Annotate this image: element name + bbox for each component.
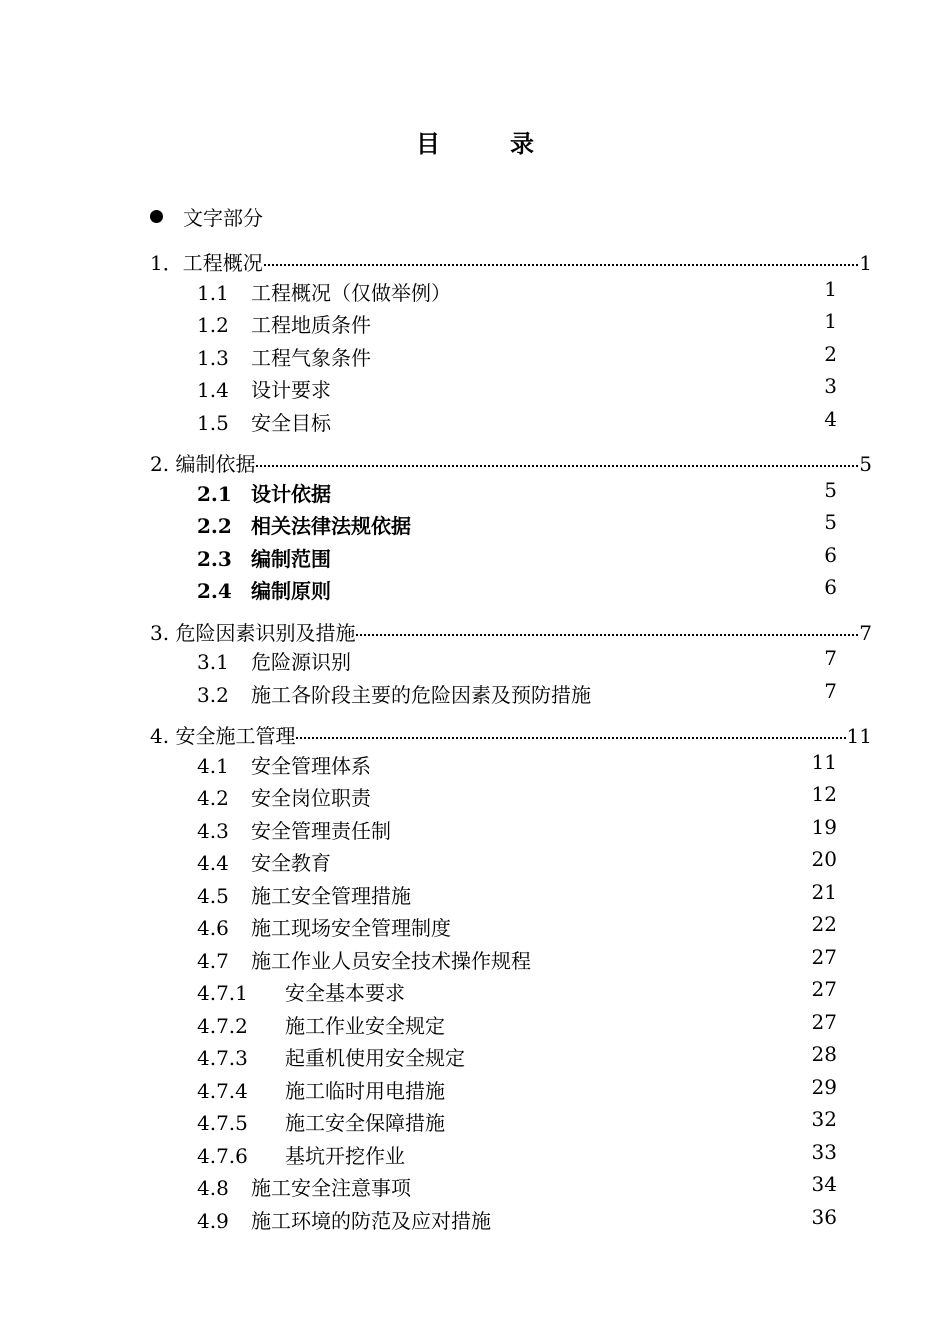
toc-section-page: 7 <box>859 621 872 645</box>
toc-section-page: 11 <box>846 724 872 748</box>
toc-item-title: 编制原则 <box>251 579 331 603</box>
toc-item-page: 22 <box>811 912 837 936</box>
toc-item-1-3[interactable] <box>197 342 837 371</box>
toc-item-number: 2.4 <box>197 579 232 603</box>
toc-item-4-7-5[interactable] <box>197 1107 837 1136</box>
title-left: 目 <box>416 129 440 158</box>
toc-item-number: 4.4 <box>197 851 229 875</box>
toc-item-page: 19 <box>811 815 837 839</box>
toc-item-title: 工程概况（仅做举例） <box>251 281 451 305</box>
toc-item-3-1[interactable] <box>197 646 837 675</box>
toc-item-4-7-1[interactable] <box>197 977 837 1006</box>
toc-item-page: 12 <box>811 782 837 806</box>
toc-item-1-4[interactable] <box>197 374 837 403</box>
toc-item-4-4[interactable] <box>197 847 837 876</box>
toc-item-number: 4.6 <box>197 916 229 940</box>
toc-item-page: 29 <box>811 1075 837 1099</box>
toc-item-page: 36 <box>811 1205 837 1229</box>
toc-item-page: 1 <box>824 309 837 333</box>
toc-item-4-7-6[interactable] <box>197 1140 837 1169</box>
toc-item-number: 1.1 <box>197 281 229 305</box>
toc-item-page: 6 <box>824 543 837 567</box>
toc-item-page: 2 <box>824 342 837 366</box>
toc-item-page: 32 <box>811 1107 837 1131</box>
toc-item-number: 2.3 <box>197 547 232 571</box>
toc-item-page: 5 <box>824 478 837 502</box>
dot-leader <box>264 264 859 266</box>
dot-leader <box>296 737 845 739</box>
toc-item-1-2[interactable] <box>197 309 837 338</box>
toc-item-1-1[interactable] <box>197 277 837 306</box>
toc-item-title: 设计依据 <box>251 482 331 506</box>
toc-item-title: 安全管理体系 <box>251 754 371 778</box>
toc-item-number: 4.7.2 <box>197 1014 248 1038</box>
toc-item-title: 施工安全管理措施 <box>251 884 411 908</box>
toc-item-title: 施工作业人员安全技术操作规程 <box>251 949 531 973</box>
toc-item-title: 工程地质条件 <box>251 313 371 337</box>
toc-item-title: 施工安全保障措施 <box>285 1111 445 1135</box>
toc-item-title: 施工各阶段主要的危险因素及预防措施 <box>251 683 591 707</box>
toc-section-2[interactable] <box>150 448 872 477</box>
toc-item-title: 安全基本要求 <box>285 981 405 1005</box>
bullet-icon <box>150 210 163 223</box>
toc-item-page: 5 <box>824 510 837 534</box>
toc-item-title: 危险源识别 <box>251 650 351 674</box>
toc-item-4-7-3[interactable] <box>197 1042 837 1071</box>
toc-section-title: 4. 安全施工管理 <box>150 724 296 748</box>
toc-item-4-7[interactable] <box>197 945 837 974</box>
toc-item-number: 4.7.4 <box>197 1079 248 1103</box>
toc-section-title: 3. 危险因素识别及措施 <box>150 621 356 645</box>
toc-item-4-5[interactable] <box>197 880 837 909</box>
toc-item-number: 4.7.3 <box>197 1046 248 1070</box>
toc-item-page: 7 <box>824 679 837 703</box>
title-right: 录 <box>510 129 534 158</box>
toc-item-title: 安全目标 <box>251 411 331 435</box>
toc-item-page: 3 <box>824 374 837 398</box>
toc-item-number: 4.2 <box>197 786 229 810</box>
toc-item-title: 起重机使用安全规定 <box>285 1046 465 1070</box>
toc-item-title: 工程气象条件 <box>251 346 371 370</box>
toc-item-page: 1 <box>824 277 837 301</box>
toc-item-page: 34 <box>811 1172 837 1196</box>
toc-item-page: 6 <box>824 575 837 599</box>
toc-section-title: 1．工程概况 <box>150 251 263 275</box>
toc-item-4-2[interactable] <box>197 782 837 811</box>
toc-item-title: 安全岗位职责 <box>251 786 371 810</box>
toc-item-page: 27 <box>811 1010 837 1034</box>
toc-item-number: 1.5 <box>197 411 229 435</box>
toc-section-title: 2. 编制依据 <box>150 452 256 476</box>
toc-item-title: 施工环境的防范及应对措施 <box>251 1209 491 1233</box>
toc-section-1[interactable] <box>150 247 872 276</box>
toc-item-title: 基坑开挖作业 <box>285 1144 405 1168</box>
toc-item-page: 27 <box>811 945 837 969</box>
toc-item-number: 4.8 <box>197 1176 229 1200</box>
toc-item-title: 施工作业安全规定 <box>285 1014 445 1038</box>
section-label <box>150 202 263 231</box>
toc-item-number: 4.1 <box>197 754 229 778</box>
toc-item-page: 11 <box>811 750 837 774</box>
toc-item-4-7-2[interactable] <box>197 1010 837 1039</box>
toc-item-number: 4.9 <box>197 1209 229 1233</box>
toc-item-2-3[interactable] <box>197 543 837 572</box>
toc-item-number: 4.7.5 <box>197 1111 248 1135</box>
toc-item-2-1[interactable] <box>197 478 837 507</box>
toc-section-3[interactable] <box>150 617 872 646</box>
toc-item-title: 编制范围 <box>251 547 331 571</box>
toc-item-4-6[interactable] <box>197 912 837 941</box>
toc-item-2-2[interactable] <box>197 510 837 539</box>
toc-item-4-8[interactable] <box>197 1172 837 1201</box>
toc-item-title: 施工临时用电措施 <box>285 1079 445 1103</box>
toc-section-4[interactable] <box>150 720 872 749</box>
toc-section-page: 1 <box>859 251 872 275</box>
toc-item-number: 3.1 <box>197 650 229 674</box>
toc-item-page: 7 <box>824 646 837 670</box>
toc-item-page: 21 <box>811 880 837 904</box>
toc-item-title: 施工安全注意事项 <box>251 1176 411 1200</box>
dot-leader <box>256 465 858 467</box>
toc-item-title: 安全教育 <box>251 851 331 875</box>
toc-item-page: 27 <box>811 977 837 1001</box>
toc-item-number: 2.1 <box>197 482 232 506</box>
toc-item-2-4[interactable] <box>197 575 837 604</box>
toc-item-number: 4.7 <box>197 949 229 973</box>
toc-item-4-3[interactable] <box>197 815 837 844</box>
toc-item-number: 2.2 <box>197 514 232 538</box>
page-title <box>0 124 950 159</box>
toc-item-number: 3.2 <box>197 683 229 707</box>
toc-item-4-9[interactable] <box>197 1205 837 1234</box>
toc-item-title: 安全管理责任制 <box>251 819 391 843</box>
toc-item-page: 20 <box>811 847 837 871</box>
toc-item-4-7-4[interactable] <box>197 1075 837 1104</box>
toc-item-title: 设计要求 <box>251 378 331 402</box>
toc-item-number: 4.7.1 <box>197 981 248 1005</box>
toc-section-page: 5 <box>859 452 872 476</box>
toc-item-1-5[interactable] <box>197 407 837 436</box>
toc-item-number: 1.2 <box>197 313 229 337</box>
toc-item-page: 4 <box>824 407 837 431</box>
toc-item-page: 28 <box>811 1042 837 1066</box>
toc-item-number: 4.5 <box>197 884 229 908</box>
toc-item-number: 4.7.6 <box>197 1144 248 1168</box>
toc-item-3-2[interactable] <box>197 679 837 708</box>
dot-leader <box>356 634 858 636</box>
toc-item-page: 33 <box>811 1140 837 1164</box>
toc-item-4-1[interactable] <box>197 750 837 779</box>
toc-item-title: 施工现场安全管理制度 <box>251 916 451 940</box>
toc-item-number: 1.4 <box>197 378 229 402</box>
toc-item-number: 1.3 <box>197 346 229 370</box>
toc-item-title: 相关法律法规依据 <box>251 514 411 538</box>
toc-item-number: 4.3 <box>197 819 229 843</box>
section-label-text: 文字部分 <box>183 206 263 230</box>
